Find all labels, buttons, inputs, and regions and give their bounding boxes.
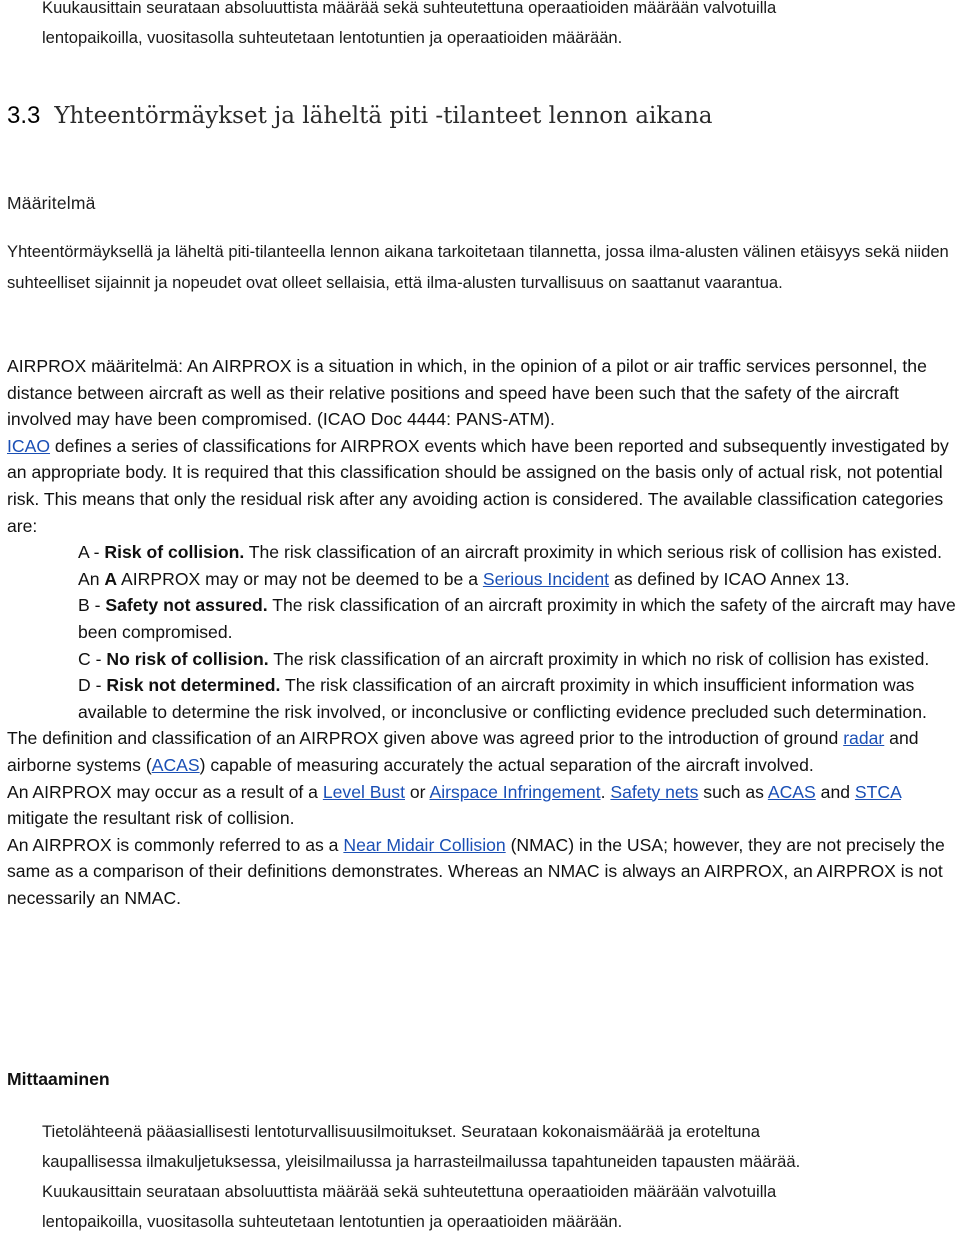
top-paragraph-line-1: Kuukausittain seurataan absoluuttista määrää sekä suhteutettuna operaatioiden määrään valvotuilla [42,0,777,17]
airprox-intro: AIRPROX määritelmä: An AIRPROX is a situation in which, in the opinion of a pilot or air traffic services personnel, the distance between aircraft as well as their relative positions and speed have been such that the safety of the aircraft involved may have been compromised. (ICAO Doc 4444: PANS-ATM). ICAO defines a series of classifications for AIRPROX events which have been reported and subsequently investigated by an appropriate body. It is required that this classification should be assigned on the basis only of actual risk, not potential risk. This means that only the residual risk after any avoiding action is considered. The available classification categories are: [7,356,949,536]
serious-incident-link[interactable]: Serious Incident [482,568,610,589]
measurement-line-2: kaupallisessa ilmakuljetuksessa, yleisilmailussa ja harrasteilmailussa tapahtuneiden tapausten määrää. [42,1152,801,1171]
classification-c: C - No risk of collision. The risk classification of an aircraft proximity in which no risk of collision has existed. [78,648,930,669]
occurrence-paragraph: An AIRPROX may occur as a result of a Level Bust or Airspace Infringement. Safety nets such as ACAS and STCA mitigate the resultant risk of collision. [7,781,901,829]
classification-b: B - Safety not assured. The risk classification of an aircraft proximity in which the safety of the aircraft may have been compromised. [78,595,956,642]
section-title: Yhteentörmäykset ja läheltä piti -tilanteet lennon aikana [54,103,713,129]
section-number: 3.3 [7,102,41,129]
acas-link-2[interactable]: ACAS [767,781,816,802]
definition-agreement-paragraph: The definition and classification of an AIRPROX given above was agreed prior to the introduction of ground radar and airborne systems (ACAS) capable of measuring accurately the actual separation of the aircraft involved. [7,728,919,775]
top-paragraph [42,0,952,53]
safety-nets-link[interactable]: Safety nets [610,781,699,802]
top-paragraph-line-2: lentopaikoilla, vuositasolla suhteutetaan lentotuntien ja operaatioiden määrään. [42,28,623,47]
acas-link[interactable]: ACAS [151,754,200,775]
measurement-paragraph [42,1117,952,1237]
measurement-line-3: Kuukausittain seurataan absoluuttista määrää sekä suhteutettuna operaatioiden määrään valvotuilla [42,1182,777,1201]
measurement-line-1: Tietolähteenä pääasiallisesti lentoturvallisuusilmoitukset. Seurataan kokonaismäärää ja eroteltuna [42,1122,760,1141]
definition-title: Määritelmä [7,193,96,213]
classification-a: A - Risk of collision. The risk classification of an aircraft proximity in which serious risk of collision has existed. An A AIRPROX may or may not be deemed to be a Serious Incident as defined by ICAO Annex 13. [78,542,943,589]
icao-link[interactable]: ICAO [7,435,51,456]
section-heading [7,102,713,130]
airspace-infringement-link[interactable]: Airspace Infringement [429,781,601,802]
nmac-paragraph: An AIRPROX is commonly referred to as a Near Midair Collision (NMAC) in the USA; however, they are not precisely the same as a comparison of their definitions demonstrates. Whereas an NMAC is always an AIRPROX, an AIRPROX is not necessarily an NMAC. [7,834,945,908]
near-midair-collision-link[interactable]: Near Midair Collision [343,834,506,855]
measurement-line-4: lentopaikoilla, vuositasolla suhteutetaan lentotuntien ja operaatioiden määrään. [42,1212,623,1231]
stca-link[interactable]: STCA [854,781,901,802]
definition-paragraph: Yhteentörmäyksellä ja läheltä piti-tilanteella lennon aikana tarkoitetaan tilannetta, jossa ilma-alusten välinen etäisyys sekä niiden suhteelliset sijainnit ja nopeudet ovat olleet sellaisia, että ilma-alusten turvallisuus on saattanut vaarantua. [7,242,949,292]
classification-list [7,539,957,725]
classification-d: D - Risk not determined. The risk classification of an aircraft proximity in which insufficient information was available to determine the risk involved, or inconclusive or conflicting evidence precluded such determination. [78,675,927,722]
radar-link[interactable]: radar [843,728,885,749]
measurement-title: Mittaaminen [7,1069,110,1089]
airprox-section [7,353,957,911]
level-bust-link[interactable]: Level Bust [322,781,405,802]
